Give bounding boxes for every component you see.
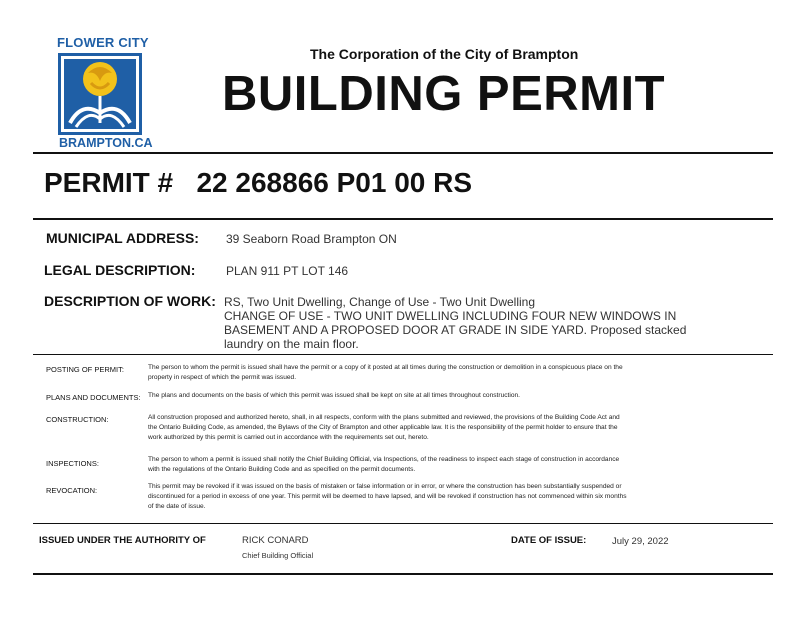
description-line: RS, Two Unit Dwelling, Change of Use - Two Unit Dwelling <box>224 295 536 309</box>
condition-line: property in respect of which the permit was issued. <box>148 374 297 381</box>
divider <box>33 573 773 575</box>
condition-line: The person to whom the permit is issued shall have the permit or a copy of it posted at all times during the construction or demolition in a conspicuous place on the <box>148 364 623 371</box>
municipal-address-value: 39 Seaborn Road Brampton ON <box>226 232 397 246</box>
divider <box>33 523 773 524</box>
condition-label-construction: CONSTRUCTION: <box>46 415 109 424</box>
condition-text-revocation <box>148 482 708 512</box>
rose-logo-icon <box>58 53 142 135</box>
condition-line: of the date of issue. <box>148 503 206 510</box>
municipal-address-label: MUNICIPAL ADDRESS: <box>46 230 199 246</box>
condition-line: The plans and documents on the basis of which this permit was issued shall be kept on site at all times throughout construction. <box>148 392 521 399</box>
condition-label-inspections: INSPECTIONS: <box>46 459 99 468</box>
condition-text-plans <box>148 391 708 401</box>
logo-top-text: FLOWER CITY <box>57 35 149 50</box>
description-of-work-value <box>224 295 724 351</box>
description-line: BASEMENT AND A PROPOSED DOOR AT GRADE IN SIDE YARD. Proposed stacked <box>224 323 687 337</box>
condition-line: the Ontario Building Code, as amended, the Bylaws of the City of Brampton and other applicable law. It is the responsibility of the permit holder to ensure that the <box>148 424 618 431</box>
condition-text-inspections <box>148 455 708 475</box>
divider <box>33 218 773 220</box>
description-line: laundry on the main floor. <box>224 337 359 351</box>
condition-text-construction <box>148 413 708 443</box>
date-of-issue-value: July 29, 2022 <box>612 536 669 547</box>
condition-text-posting <box>148 363 708 383</box>
condition-label-plans: PLANS AND DOCUMENTS: <box>46 393 141 402</box>
date-of-issue-label: DATE OF ISSUE: <box>511 535 587 546</box>
description-of-work-label: DESCRIPTION OF WORK: <box>44 293 216 309</box>
condition-line: The person to whom a permit is issued shall notify the Chief Building Official, via Inspections, of the readiness to inspect each stage of construction in accordance <box>148 456 620 463</box>
condition-line: All construction proposed and authorized hereto, shall, in all respects, conform with the plans submitted and reviewed, the provisions of the Building Code Act and <box>148 414 620 421</box>
logo-bottom-text: BRAMPTON.CA <box>59 136 153 150</box>
description-line: CHANGE OF USE - TWO UNIT DWELLING INCLUDING FOUR NEW WINDOWS IN <box>224 309 677 323</box>
condition-line: with the regulations of the Ontario Building Code and as specified on the permit documents. <box>148 466 416 473</box>
authority-label: ISSUED UNDER THE AUTHORITY OF <box>39 535 206 546</box>
condition-line: work authorized by this permit is carried out in accordance with the requirements set out, hereto. <box>148 434 429 441</box>
flower-city-logo <box>58 53 142 135</box>
permit-number: 22 268866 P01 00 RS <box>196 167 473 198</box>
official-name: RICK CONARD <box>242 535 309 546</box>
condition-line: This permit may be revoked if it was issued on the basis of mistaken or false information or in error, or where the construction has been substantially suspended or <box>148 483 622 490</box>
divider <box>33 152 773 154</box>
page-title: BUILDING PERMIT <box>222 67 666 121</box>
official-title: Chief Building Official <box>242 551 314 560</box>
condition-label-revocation: REVOCATION: <box>46 486 98 495</box>
permit-heading <box>44 167 472 199</box>
corporation-name: The Corporation of the City of Brampton <box>310 46 579 62</box>
legal-description-label: LEGAL DESCRIPTION: <box>44 262 196 278</box>
legal-description-value: PLAN 911 PT LOT 146 <box>226 264 349 278</box>
permit-label: PERMIT # <box>44 167 174 198</box>
condition-label-posting: POSTING OF PERMIT: <box>46 365 124 374</box>
condition-line: discontinued for a period in excess of one year. This permit will be deemed to have lapsed, and will be revoked if construction has not commenced within six months <box>148 493 627 500</box>
divider <box>33 354 773 355</box>
